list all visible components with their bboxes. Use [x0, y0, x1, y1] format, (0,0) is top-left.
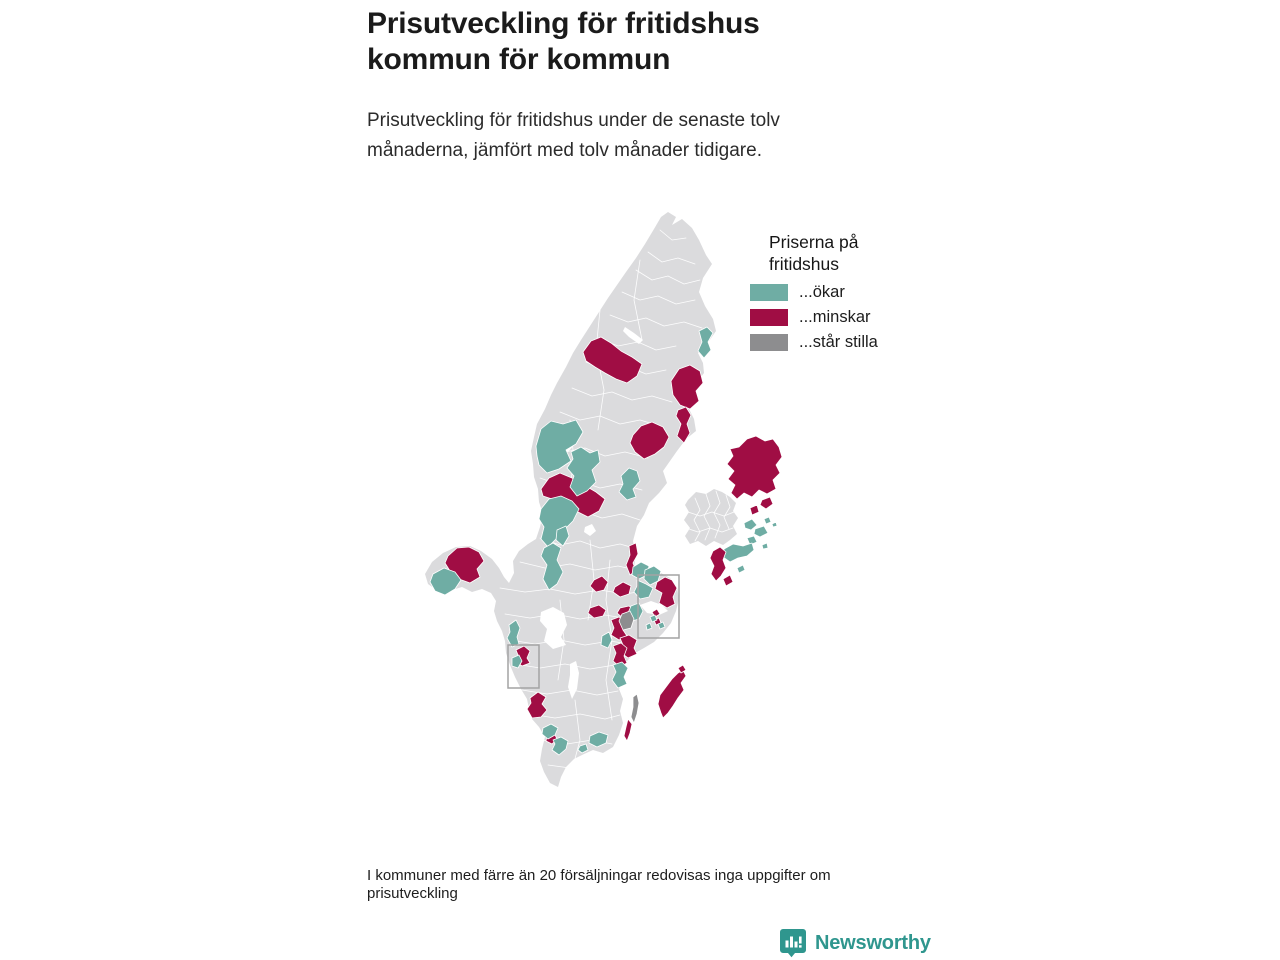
legend-item-okar — [750, 284, 878, 301]
page-subtitle: Prisutveckling för fritidshus under de senaste tolv månaderna, jämfört med tolv månader tidigare. — [367, 110, 780, 161]
legend-item-minskar — [750, 309, 878, 326]
page-title: Prisutveckling för fritidshus kommun för kommun — [367, 7, 760, 76]
oland-island — [624, 694, 639, 741]
newsworthy-logo[interactable] — [779, 928, 931, 958]
legend-label-decrease: ...minskar — [799, 308, 871, 326]
legend-swatch-increase — [750, 284, 788, 301]
legend-label-increase: ...ökar — [799, 283, 845, 301]
legend-item-star-stilla — [750, 334, 878, 351]
legend-label-flat: ...står stilla — [799, 333, 878, 351]
legend-swatch-flat — [750, 334, 788, 351]
map-legend — [750, 232, 878, 351]
footnote: I kommuner med färre än 20 försäljningar redovisas inga uppgifter om prisutveckling — [367, 867, 831, 902]
gotland-island — [658, 665, 686, 718]
newsworthy-logo-text: Newsworthy — [815, 931, 931, 954]
header — [367, 6, 887, 166]
legend-title-line2: fritidshus — [769, 253, 840, 274]
newsworthy-logo-icon — [779, 928, 807, 958]
legend-swatch-decrease — [750, 309, 788, 326]
legend-rows — [750, 284, 878, 351]
legend-title-line1: Priserna på — [769, 232, 859, 252]
legend-title — [769, 232, 878, 275]
northeast-archipelago-cluster — [684, 436, 782, 586]
